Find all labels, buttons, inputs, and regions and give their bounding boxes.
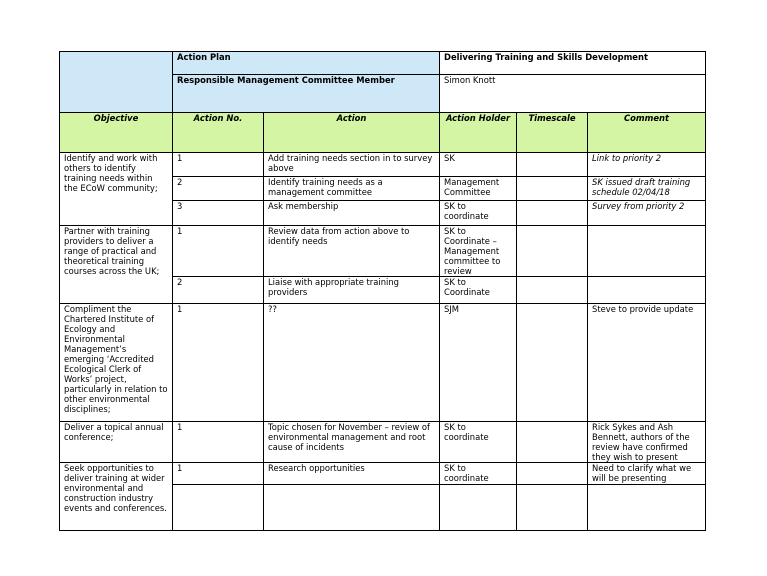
action-no-cell: [173, 485, 264, 531]
action-no-cell: 1: [173, 422, 264, 463]
action-cell: ??: [264, 304, 440, 422]
action-no-cell: 3: [173, 201, 264, 226]
timescale-cell: [517, 277, 588, 304]
comment-cell: [588, 226, 706, 277]
committee-member: Simon Knott: [440, 75, 706, 113]
column-header-action: Action: [264, 113, 440, 153]
holder-cell: SK to coordinate: [440, 201, 517, 226]
objective-cell: Identify and work with others to identify training needs within the ECoW community;: [60, 153, 173, 226]
table-row: [60, 304, 706, 422]
timescale-cell: [517, 463, 588, 485]
holder-cell: SK to coordinate: [440, 463, 517, 485]
comment-cell: Steve to provide update: [588, 304, 706, 422]
comment-cell: Need to clarify what we will be presenting: [588, 463, 706, 485]
objective-cell: Partner with training providers to deliver a range of practical and theoretical training courses across the UK;: [60, 226, 173, 304]
committee-label: Responsible Management Committee Member: [173, 75, 440, 113]
holder-cell: SK to coordinate: [440, 422, 517, 463]
table-row: [60, 422, 706, 463]
timescale-cell: [517, 201, 588, 226]
action-no-cell: 1: [173, 226, 264, 277]
column-header-action-no: Action No.: [173, 113, 264, 153]
action-plan-label: Action Plan: [173, 52, 440, 75]
column-header-timescale: Timescale: [517, 113, 588, 153]
objective-cell: Seek opportunities to deliver training at wider environmental and construction industry events and conferences.: [60, 463, 173, 531]
holder-cell: SK to Coordinate: [440, 277, 517, 304]
comment-cell: [588, 485, 706, 531]
holder-cell: SK: [440, 153, 517, 177]
action-no-cell: 2: [173, 177, 264, 201]
column-header-row: [60, 113, 706, 153]
action-cell: Topic chosen for November – review of environmental management and root cause of incidents: [264, 422, 440, 463]
action-no-cell: 2: [173, 277, 264, 304]
action-cell: [264, 485, 440, 531]
column-header-action-holder: Action Holder: [440, 113, 517, 153]
timescale-cell: [517, 226, 588, 277]
table-row: [60, 153, 706, 177]
header-row-1: [60, 52, 706, 75]
holder-cell: SJM: [440, 304, 517, 422]
action-cell: Research opportunities: [264, 463, 440, 485]
action-cell: Review data from action above to identify needs: [264, 226, 440, 277]
action-cell: Identify training needs as a management committee: [264, 177, 440, 201]
comment-cell: Rick Sykes and Ash Bennett, authors of the review have confirmed they wish to present: [588, 422, 706, 463]
table-row: [60, 226, 706, 277]
action-cell: Add training needs section in to survey above: [264, 153, 440, 177]
comment-cell: [588, 277, 706, 304]
holder-cell: [440, 485, 517, 531]
action-cell: Liaise with appropriate training providers: [264, 277, 440, 304]
timescale-cell: [517, 485, 588, 531]
action-no-cell: 1: [173, 463, 264, 485]
timescale-cell: [517, 177, 588, 201]
action-cell: Ask membership: [264, 201, 440, 226]
action-no-cell: 1: [173, 304, 264, 422]
objective-cell: Deliver a topical annual conference;: [60, 422, 173, 463]
column-header-comment: Comment: [588, 113, 706, 153]
timescale-cell: [517, 304, 588, 422]
table-row: [60, 463, 706, 485]
action-no-cell: 1: [173, 153, 264, 177]
comment-cell: SK issued draft training schedule 02/04/18: [588, 177, 706, 201]
objective-cell: Compliment the Chartered Institute of Ecology and Environmental Management’s emerging ‘Accredited Ecological Clerk of Works’ project, particularly in relation to other environmental disciplines;: [60, 304, 173, 422]
timescale-cell: [517, 422, 588, 463]
holder-cell: Management Committee: [440, 177, 517, 201]
timescale-cell: [517, 153, 588, 177]
comment-cell: Survey from priority 2: [588, 201, 706, 226]
comment-cell: Link to priority 2: [588, 153, 706, 177]
action-plan-table: [59, 51, 706, 531]
holder-cell: SK to Coordinate – Management committee to review: [440, 226, 517, 277]
column-header-objective: Objective: [60, 113, 173, 153]
header-blank-cell: [60, 52, 173, 113]
plan-title: Delivering Training and Skills Development: [440, 52, 706, 75]
